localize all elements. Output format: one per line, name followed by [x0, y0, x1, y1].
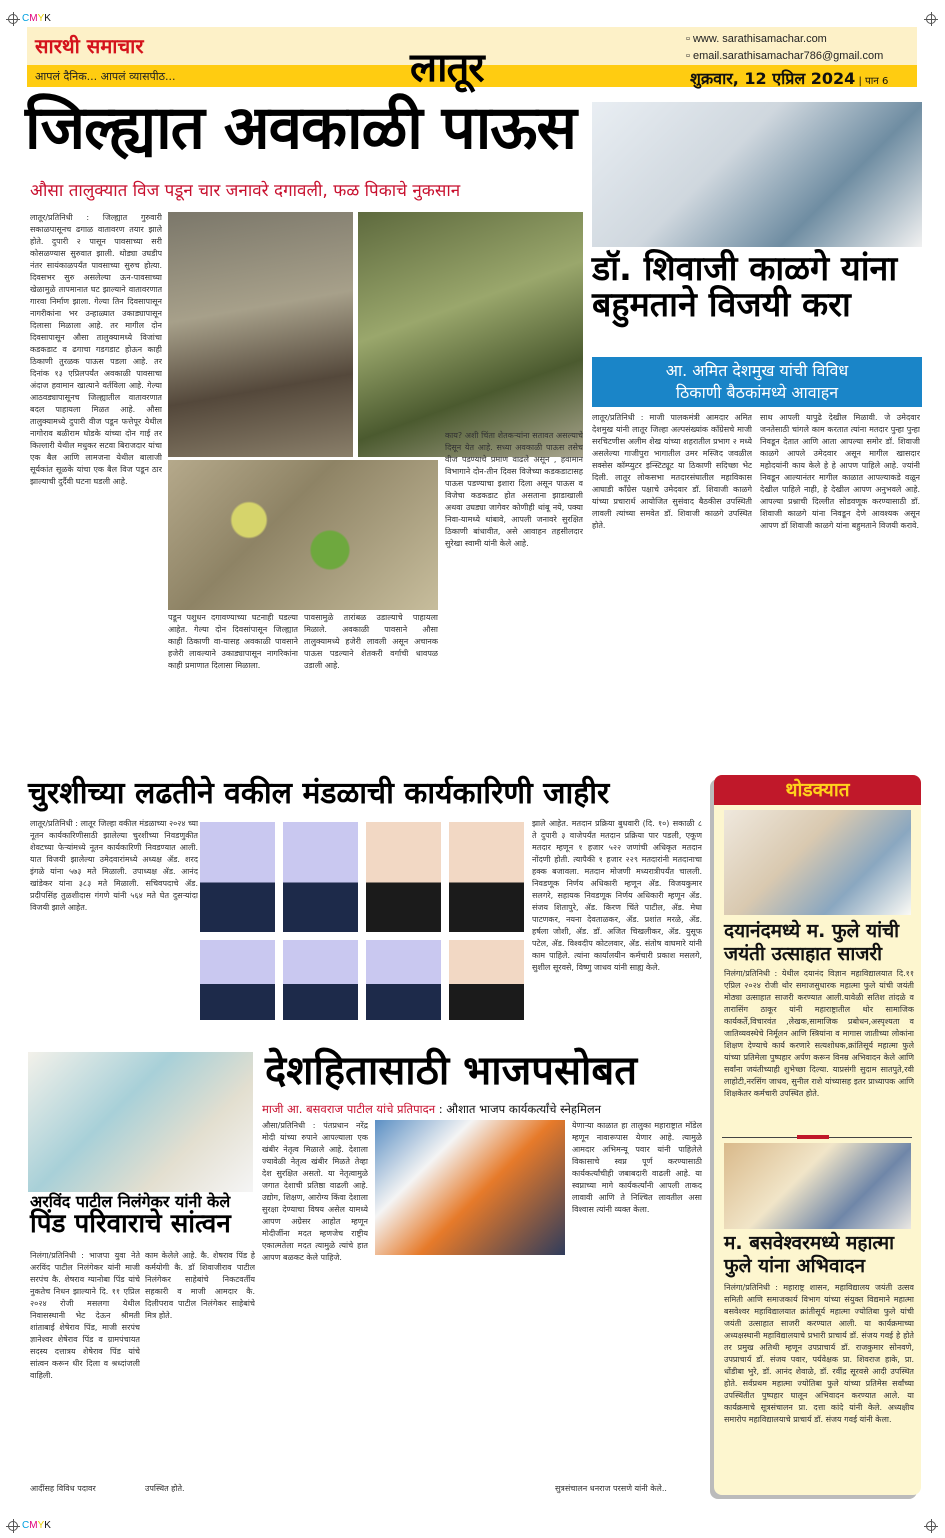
condolence-photo [28, 1052, 253, 1192]
pind-headline: अरविंद पाटील निलंगेकर यांनी केले पिंड परिवाराचे सांत्वन [30, 1192, 231, 1239]
lawyer-portrait-2 [283, 822, 358, 932]
lawyer-portrait-7 [366, 940, 441, 1020]
bjp-column-2: येणाऱ्या काळात हा तालुका महाराष्ट्रात मॉडेल म्हणून नावारूपास येणार आहे. त्यामुळे आमदार अभिमन्यू पवार यांनी पाहिलेले विकासाचे स्वप्न पूर्ण करण्यासाठी कार्यकर्त्यांचीही जबाबदारी वाढली आहे. या स्वप्नाच्या मागे कार्यकर्त्यांनी आपली ताकद लावावी आणि ते निश्चित लावतील असा विश्वास त्यांनी व्यक्त केला. [572, 1121, 702, 1214]
lawyers-headline: चुरशीच्या लढतीने वकील मंडळाची कार्यकारिणी जाहीर [28, 776, 610, 811]
congress-headline-line-1: डॉ. शिवाजी काळगे यांना [592, 249, 898, 289]
congress-column-1: लातूर/प्रतिनिधी : माजी पालकमंत्री आमदार अमित देशमुख यांनी लातूर जिल्हा अल्पसंख्यांक काँग्रेसचे माजी सरचिटणीस अलीम शेख यांच्या शहरातील प्रभाग २ मध्ये असलेल्या गाजीपुरा भागातील उमर मस्जिद जवळील सक्सेस कॉम्प्युटर इन्स्टिट्यूट या ठिकाणी सदिच्छा भेट दिली. लातूर लोकसभा मतदारसंघातील महाविकास आघाडी काँग्रेस पक्षाचे उमेदवार डॉ. शिवाजी काळगे यांच्या प्रचारार्थ आयोजित सुसंवाद बैठकीस उपस्थिती लावली त्यांच्या समवेत डॉ. शिवाजी काळगे उपस्थित होते. [592, 413, 752, 530]
pind-column-2: काम केलेले आहे. कै. शेषराव पिंड हे कर्मयोगी कै. डॉ शिवाजीराव पाटील निलंगेकर साहेबांचे निकटवर्तीय सहकारी व माजी आमदार कै. दिलीपराव पाटील निलंगेकर साहेबांचे मित्र होते. [145, 1251, 255, 1320]
page-number: पान 6 [865, 76, 889, 87]
crop-field-photo [358, 212, 583, 457]
fallen-mangoes-photo [168, 460, 438, 610]
brief-divider-accent [797, 1135, 829, 1139]
congress-headline [592, 249, 927, 325]
brief-2-body: निलंगा/प्रतिनिधी : महाराष्ट्र शासन, महाविद्यालय जयंती उत्सव समिती आणि समाजकार्य विभाग यांच्या संयुक्त विद्यमाने महात्मा बसवेश्वर महाविद्यालयात क्रांतीसूर्य महात्मा ज्योतिबा फुले यांची जयंती उत्साहात साजरी करण्यात आली. या कार्यक्रमाच्या अध्यक्षस्थानी महाविद्यालयाचे प्रभारी प्राचार्य डॉ. संजय गवई हे होते तर प्रमुख अतिथी म्हणून उपप्राचार्य डॉ. राजकुमार सोनवणे, उपप्राचार्य डॉ. संजय पवार, पर्यवेक्षक प्रा. शिवराज हाके, प्रा. धोंडीबा भुरे, डॉ. आनंद शेवाळे, डॉ. रवींद्र सूरवसे आदी उपस्थित होते. सर्वप्रथम महात्मा ज्योतिबा फुले यांच्या प्रतिमेस सर्वांच्या उपस्थितीत पुष्पहार घालून अभिवादन करण्यात आले. या कार्यक्रमाचे सूत्रसंचालन प्रा. दत्ता कांदे यांनी केले. अध्यक्षीय समारोप महाविद्यालयाचे प्राचार्य डॉ. संजय गवई यांनी केला. [724, 1283, 914, 1424]
registration-mark-icon [8, 1521, 18, 1531]
brief-2-headline: म. बसवेश्वरमध्ये महात्मा फुले यांना अभिवादन [724, 1232, 894, 1277]
congress-subheadline-band: आ. अमित देशमुख यांची विविध ठिकाणी बैठकांमध्ये आवाहन [592, 357, 922, 407]
dead-cattle-photo [168, 212, 353, 457]
lead-headline: जिल्ह्यात अवकाळी पाऊस [25, 93, 576, 163]
lead-subheadline: औसा तालुक्यात विज पडून चार जनावरे दगावली, फळ पिकाचे नुकसान [30, 181, 461, 201]
cmyk-mark: CMYK [22, 13, 51, 24]
brief-1-headline: दयानंदमध्ये म. फुले यांची जयंती उत्साहात साजरी [724, 920, 900, 965]
pind-footer-right: उपस्थित होते. [145, 1484, 185, 1493]
tagline: आपलं दैनिक... आपलं व्यासपीठ... [35, 70, 176, 83]
tribute-photo-1 [724, 810, 911, 915]
congress-column-2: साथ आपली यापुढे देखील मिळावी. जे उमेदवार जनतेसाठी चांगले काम करतात त्यांना मतदार पुन्हा पुन्हा निवडून देतात आणि आता आपल्या समोर डॉ. शिवाजी काळगे आपले उमेदवार असून मागील खासदार महोदयांनी काय केले हे हे आपण पाहिले आहे. ज्यांनी निवडून आल्यानंतर मागील काळात आपल्याकडे वळून देखील पाहिले नाही, हे देखील आपण अनुभवले आहे. आपल्या प्रश्नाची दिल्लीत सोडवणूक करण्यासाठी डॉ. शिवाजी काळगे यांना निवडून देणे आवश्यक असून आपण डॉ शिवाजी काळगे यांना बहुमताने विजयी करावे. [760, 413, 920, 530]
pind-footer-left: आदींसह विविध पदावर [30, 1484, 96, 1493]
lead-column-1: लातूर/प्रतिनिधी : जिल्ह्यात गुरुवारी सकाळपासूनच ढगाळ वातावरण तयार झाले होते. दुपारी २ पासून पावसाच्या सरी कोसळण्यास सुरुवात झाली. थोड्या उघडीप नंतर सायंकाळपर्यंत पावसाच्या सुरुच होत्या. दिवसभर सुरु असलेल्या ऊन-पावसाच्या खेळामुळे तापमानात घट झाल्याने वातावरणात गारवा निर्माण झाला. गेल्या तिन दिवसापासून नागरीकांना भर उन्हाळ्यात उकाड्यापासून दिलासा मिळाला आहे. तर मागील दोन दिवसापासून औसा तालुक्यामध्ये विजांचा कडकडाट व ढगाचा गडगडाट होऊन काही ठिकाणी तुरळक पाऊस पडला आहे. तर दिनांक १३ एप्रिलपर्यंत अवकाळी पावसाचा अंदाज हवामान खात्याने वर्तविला आहे. गेल्या आठवड्यापासूनच जिल्ह्यातील वातावरणात बदल पाहायला मिळत आहे. औसा तालुक्यामध्ये दुपारी वीज पडून फत्तेपूर येथील नागोराव बळीराम घोडके यांच्या दोन गाई तर किल्लारी येथील मधुकर सटवा बिराजदार यांचा एक बैल आणि लामजना येथील बालाजी सूर्यकांत सूळके यांचा एक बैल विज पडून ठार झाल्याची दुर्दैवी घटना घडली आहे. [30, 213, 162, 486]
tribute-photo-2 [724, 1143, 911, 1229]
brief-1-body: निलंगा/प्रतिनिधी : येथील दयानंद विज्ञान महाविद्यालयात दि.११ एप्रिल २०२४ रोजी थोर समाजसुधारक महात्मा फुले यांची जयंती मोठ्या उत्साहात साजरी करण्यात आली.यावेळी सतिश तांदळे व तारासिंग ठाकूर यांनी महाराष्ट्रातील थोर सामाजिक कार्यकर्ते,विचारवंत ,लेखक,सामाजिक प्रबोधन,अस्पृश्यता व जातिव्यवस्थेचे निर्मूलन आणि स्त्रियांना व मागास जातीच्या लोकांना शिक्षण देण्याचे कार्य करणारे सत्यशोधक,क्रांतिसूर्य महात्मा फुले यांच्या प्रतिमेला पुष्पहार अर्पण करून विनम्र अभिवादन केले आणि सर्वांना जयंतीच्याही शुभेच्छा दिल्या. याप्रसंगी सुदाम सातपुते,रवी लाहोटी,नरसिंग जाधव, सुनील राशे यांच्यासह इतर प्राध्यापक आणि शिक्षकेतर कर्मचारी उपस्थित होते. [724, 969, 914, 1098]
registration-mark-icon [926, 1521, 936, 1531]
pind-column-1: निलंगा/प्रतिनिधी : भाजपा युवा नेते अरविंद पाटील निलंगेकर यांनी माजी सरपंच कै. शेषराव ग्यानोबा पिंड यांचे नुकतेच निधन झाल्याने दि. ११ एप्रिल २०२४ रोजी मसलगा येथील निवासस्थानी भेट देऊन श्रीमती शांताबाई शेषेराव पिंड, माजी सरपंच ज्ञानेश्वर शेषेराव पिंड व ग्रामपंचायत सदस्य दत्तात्रय शेषेराव पिंड यांचे सांत्वन करून धीर दिला व श्रध्दांजली वाहिली. [30, 1251, 140, 1380]
cmyk-mark: CMYK [22, 1520, 51, 1531]
bullet-icon: ▫ [686, 33, 693, 45]
congress-headline-line-2: बहुमताने विजयी करा [592, 284, 851, 325]
lawyer-portrait-1 [200, 822, 275, 932]
registration-mark-icon [8, 14, 18, 24]
lawyer-portrait-6 [283, 940, 358, 1020]
bjp-headline: देशहितासाठी भाजपसोबत [265, 1048, 638, 1094]
edition-city: लातूर [410, 45, 484, 91]
lead-column-4: काय? अशी चिंता शेतकऱ्यांना सतावत असल्याचे दिसून येत आहे. सध्या अवकाळी पाऊस तसेच वीज पडण्याचे प्रमाण वाढले असून , हवामान विभागाने दोन-तीन दिवस विजेच्या कडकडाटासह पाऊस पडण्याचा इशारा दिला असून पाऊस व विजेचा कडकडाट होत असताना झाडाखाली अथवा उघड्या जागेवर कोणीही थांबू नये, पक्या निवा-यामध्ये थांबावे, आपली जनावरे सुरक्षित ठिकाणी बांधावीत, असे आवाहन तहसीलदार सुरेखा स्वामी यांनी केले आहे. [445, 431, 583, 548]
lead-column-3: पावसामुळे तारांबळ उडाल्याचे पाहायला मिळाले. अवकाळी पावसाने औसा तालुक्यामध्ये हजेरी लावली असून अचानक पाऊस पडल्याने शेतकरी वर्गाची धावपळ उडाली आहे. [304, 613, 438, 670]
registration-mark-icon [926, 14, 936, 24]
lawyer-portrait-8 [449, 940, 524, 1020]
lawyer-portrait-5 [200, 940, 275, 1020]
bjp-column-1: औसा/प्रतिनिधी : पंतप्रधान नरेंद्र मोदी यांच्या रुपाने आपल्याला एक खंबीर नेतृत्व मिळाले आहे. देशाला ज्यावेळी नेतृत्व खंबीर मिळते तेव्हा देश सुरक्षित असतो. या नेतृत्वामुळे जगात देशाची प्रतिष्ठा वाढली आहे. उद्योग, शिक्षण, आरोग्य किंवा देशाला सुरक्षा देण्याचा विषय असेल यामध्ये आपण अग्रेसर आहोत म्हणून मोदीजींना मदत म्हणजेच राष्ट्रीय एकात्मतेला मदत त्यामुळे त्यांचे हात आपण बळकट केले पाहिजे. [262, 1121, 368, 1262]
lead-column-2: पडून पशुधन दगावण्याच्या घटनाही घडल्या आहेत. गेल्या दोन दिवसांपासून जिल्ह्यात काही ठिकाणी वा-यासह अवकाळी पावसाने हजेरी लावल्याने उकाड्यापासून नागरिकांना काही प्रमाणात दिलासा मिळाला. [168, 613, 298, 670]
email-link[interactable]: ▫ email.sarathisamachar786@gmail.com [686, 50, 884, 62]
website-link[interactable]: ▫ www. sarathisamachar.com [686, 33, 827, 45]
lawyers-column-1: लातूर/प्रतिनिधी : लातूर जिल्हा वकील मंडळाच्या २०२४ च्या नूतन कार्यकारिणीसाठी झालेल्या चुरशीच्या निवडणुकीत शेवटच्या फेऱ्यांमध्ये नूतन कार्यकारिणी निवडण्यात आली. यात विजयी झालेल्या उमेदवारांमध्ये अध्यक्ष ॲड. शरद इंगळे यांना ५७३ मते मिळाली. उपाध्यक्ष ॲड. आनंद खांडेकर यांना ३८३ मते मिळाली. सचिवपदाचे ॲड. प्रदीपसिंह तुळशीदास गंगणे यांनी ५६४ मते घेत दुसऱ्यांदा विजयी झाले आहेत. [30, 819, 198, 912]
bjp-subheadline: माजी आ. बसवराज पाटील यांचे प्रतिपादन : औशात भाजप कार्यकर्त्यांचे स्नेहमिलन [262, 1102, 602, 1116]
lawyer-portrait-4 [449, 822, 524, 932]
newspaper-brand: सारथी समाचार [35, 34, 144, 58]
lawyers-column-2: झाले आहेत. मतदान प्रक्रिया बुधवारी (दि. १०) सकाळी ८ ते दुपारी ३ वाजेपर्यंत मतदान प्रक्रिया पार पडली, एकूण मतदार म्हणून १ हजार ५२२ जणांची अधिकृत मतदान नोंदणी होती. त्यापैकी १ हजार २२९ मतदारांनी मतदानाचा हक्क बजावला. मतदान मोजणी मध्यरात्रीपर्यंत चालली. निवडणूक निर्णय अधिकारी म्हणून ॲड. विजयकुमार सलगरे, सहायक निवडणूक निर्णय अधिकारी म्हणून ॲड. संजय शितापुरे, ॲड. किरण चिंते पाटील, ॲड. मेघा पाटणकर, नयना देवताळकर, ॲड. प्रशांत मरळे, ॲड. हर्षला जोशी, ॲड. डॉ. अजित चिखलीकर, ॲड. युसूफ पटेल, ॲड. विश्वदीप कोटलवार, ॲड. संतोष वाघमारे यांनी काम पाहिले. त्यांना कार्यालयीन कर्मचारी प्रकाश मसलगे, सुशील सूरवसे, विष्णु जाधव यांनी साह्य केले. [532, 819, 702, 972]
briefs-header: थोडक्यात [714, 775, 921, 805]
bjp-footer-line: सुत्रसंचालन धनराज परसणे यांनी केले.. [555, 1484, 667, 1493]
meeting-photo [592, 102, 922, 247]
bullet-icon: ▫ [686, 50, 693, 62]
felicitation-photo [375, 1120, 565, 1255]
dateline: शुक्रवार, 12 एप्रिल 2024 | पान 6 [690, 69, 889, 88]
lawyer-portrait-3 [366, 822, 441, 932]
